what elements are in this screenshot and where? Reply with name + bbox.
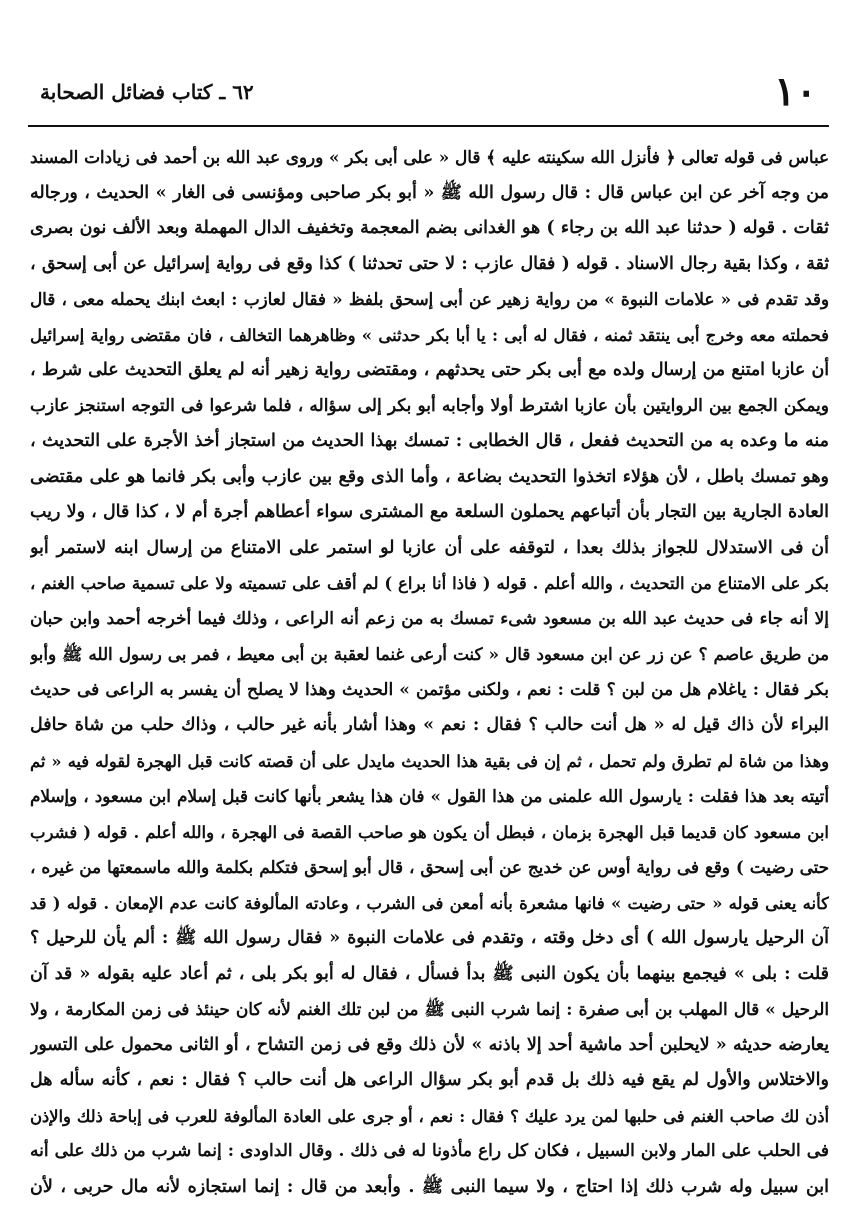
text-line: فحملته معه وخرج أبى ينتقد ثمنه ، فقال له أبى : يا أبا بكر حدثنى » وظاهرهما التخالف ، فان مقتضى رواية إسرائيل [30, 325, 829, 345]
text-line: والاختلاس والأول لم يقع فيه ذلك بل قدم أبو بكر سؤال الراعى هل أنت حالب ؟ فقال : نعم ، كأنه سأله هل [30, 1070, 829, 1090]
text-line: وقد تقدم فى « علامات النبوة » من رواية زهير عن أبى إسحق بلفظ « فقال لعازب : ابعث ابنك يحمله معى ، قال [30, 289, 829, 309]
running-title: ٦٢ ـ كتاب فضائل الصحابة [40, 80, 254, 104]
text-line: قلت : بلى » فيجمع بينهما بأن يكون النبى ﷺ بدأ فسأل ، فقال له أبو بكر بلى ، ثم أعاد عليه بقوله « قد آن [30, 963, 829, 984]
text-line: من وجه آخر عن ابن عباس قال : قال رسول الله ﷺ « أبو بكر صاحبى ومؤنسى فى الغار » الحديث ، ورجاله [30, 182, 829, 203]
text-line: وهو تمسك باطل ، لأن هؤلاء اتخذوا التحديث بضاعة ، وأما الذى وقع بين عازب وأبى بكر فانما هو على مقتضى [30, 466, 829, 487]
text-line: ابن سبيل وله شرب ذلك إذا احتاج ، ولا سيما النبى ﷺ . وأبعد من قال : إنما استجازه لأنه مال حربى ، لأن [30, 1176, 829, 1197]
text-line: وهذا من شاة لم تطرق ولم تحمل ، ثم إن فى بقية هذا الحديث مايدل على أن قصته كانت قبل الهجرة لقوله فيه « ثم [30, 751, 829, 771]
page-header [30, 68, 827, 120]
text-line: ثقات . قوله ( حدثنا عبد الله بن رجاء ) هو الغدانى بضم المعجمة وتخفيف الدال المهملة وبعد الألف نون بصرى [30, 218, 829, 238]
text-line: البراء لأن ذاك قيل له « هل أنت حالب ؟ فقال : نعم » وهذا أشار بأنه غير حالب ، وذاك حلب من شاة حافل [30, 715, 829, 735]
text-line: كأنه يعنى قوله « حتى رضيت » فانها مشعرة بأنه أمعن فى الشرب ، وعادته المألوفة كانت عدم الإمعان . قوله ( قد [30, 893, 829, 913]
text-line: ثقة ، وكذا بقية رجال الاسناد . قوله ( فقال عازب : لا حتى تحدثنا ) كذا وقع فى رواية إسرائيل عن أبى إسحق ، [30, 253, 829, 274]
text-line: عباس فى قوله تعالى ﴿ فأنزل الله سكينته عليه ﴾ قال « على أبى بكر » وروى عبد الله بن أحمد فى زيادات المسند [30, 147, 829, 167]
text-line: فى الحلب على المار ولابن السبيل ، فكان كل راع مأذونا له فى ذلك . وقال الداودى : إنما شرب من ذلك على أنه [30, 1141, 829, 1161]
text-line: حتى رضيت ) وقع فى رواية أوس عن خديج عن أبى إسحق ، قال أبو إسحق فتكلم بكلمة والله ماسمعتها من غيره ، [30, 857, 829, 877]
text-line: الرحيل » قال المهلب بن أبى صفرة : إنما شرب النبى ﷺ من لبن تلك الغنم لأنه كان حينئذ فى زمن المكارمة ، ولا [30, 999, 829, 1019]
text-line: يعارضه حديثه « لايحلبن أحد ماشية أحد إلا باذنه » لأن ذلك وقع فى زمن التشاح ، أو الثانى محمول على التسور [30, 1034, 829, 1055]
text-line: ويمكن الجمع بين الروايتين بأن عازبا اشترط أولا وأجابه أبو بكر إلى سؤاله ، فلما شرعوا فى التوجه استنجز عازب [30, 395, 829, 416]
text-line: من طريق عاصم ؟ عن زر عن ابن مسعود قال « كنت أرعى غنما لعقبة بن أبى معيط ، فمر بى رسول الله ﷺ وأبو [30, 644, 829, 664]
text-line: أن فى الاستدلال للجواز بذلك بعدا ، لتوقفه على أن عازبا لو استمر على الامتناع من إرسال ابنه لاستمر أبو [30, 537, 829, 558]
text-line: بكر على الامتناع من التحديث ، والله أعلم . قوله ( فاذا أنا براع ) لم أقف على تسميته ولا على تسمية صاحب الغنم ، [30, 574, 829, 593]
body-text [30, 140, 829, 1205]
text-line: أن عازبا امتنع من إرسال ولده مع أبى بكر حتى يحدثهم ، ومقتضى رواية زهير أنه لم يعلق التحديث على شرط ، [30, 360, 829, 380]
text-line: أتيته بعد هذا فقلت : يارسول الله علمنى من هذا القول » فان هذا يشعر بأنها كانت قبل إسلام ابن مسعود ، وإسلام [30, 786, 829, 806]
page-number: ١٠ [774, 68, 817, 115]
text-line: آن الرحيل يارسول الله ) أى دخل وقته ، وتقدم فى علامات النبوة « فقال رسول الله ﷺ : ألم يأن للرحيل ؟ [30, 928, 829, 948]
text-line: منه ما وعده به من التحديث ففعل ، قال الخطابى : تمسك بهذا الحديث من استجاز أخذ الأجرة على التحديث ، [30, 431, 829, 451]
text-line: إلا أنه جاء فى حديث عبد الله بن مسعود شىء تمسك به من زعم أنه الراعى ، وذلك فيما أخرجه أحمد وابن حبان [30, 608, 829, 629]
text-line: بكر فقال : ياغلام هل من لبن ؟ قلت : نعم ، ولكنى مؤتمن » الحديث وهذا لا يصلح أن يفسر به الراعى فى حديث [30, 679, 829, 700]
text-line: أذن لك صاحب الغنم فى حلبها لمن يرد عليك ؟ فقال : نعم ، أو جرى على العادة المألوفة للعرب فى إباحة ذلك والإذن [30, 1106, 829, 1126]
header-divider [28, 125, 829, 127]
text-line: العادة الجارية بين التجار بأن أتباعهم يحملون السلعة مع المشترى سواء أعطاهم أجرة أم لا ، كذا قال ، ولا ريب [30, 502, 829, 522]
text-line: ابن مسعود كان قديما قبل الهجرة بزمان ، فبطل أن يكون هو صاحب القصة فى الهجرة ، والله أعلم . قوله ( فشرب [30, 822, 829, 842]
